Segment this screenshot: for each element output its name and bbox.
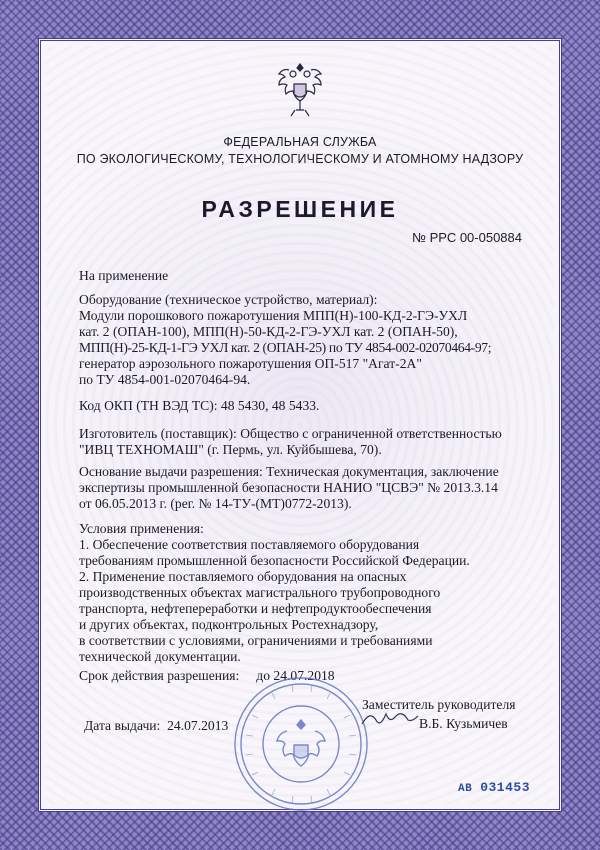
conditions-block xyxy=(79,521,539,665)
conditions-line: 2. Применение поставляемого оборудования на опасных xyxy=(79,569,407,584)
validity-text: Срок действия разрешения: до 24.07.2018 xyxy=(79,668,335,683)
agency-name-line1: ФЕДЕРАЛЬНАЯ СЛУЖБА xyxy=(223,135,377,149)
conditions-line: в соответствии с условиями, ограничениями и требованиями xyxy=(79,633,433,648)
equipment-line: МПП(Н)-25-КД-1-ГЭ УХЛ кат. 2 (ОПАН-25) по ТУ 4854-002-02070464-97; xyxy=(79,340,492,355)
conditions-line: Условия применения: xyxy=(79,521,204,536)
issue-date: Дата выдачи: 24.07.2013 xyxy=(84,718,229,733)
equipment-line: Оборудование (техническое устройство, материал): xyxy=(79,292,378,307)
manufacturer-block xyxy=(79,426,539,458)
basis-line: Основание выдачи разрешения: Техническая документация, заключение xyxy=(79,464,499,479)
equipment-line: по ТУ 4854-001-02070464-94. xyxy=(79,372,251,387)
conditions-line: производственных объектах магистрального трубопроводного xyxy=(79,585,441,600)
basis-line: экспертизы промышленной безопасности НАНИО "ЦСВЭ" № 2013.3.14 xyxy=(79,480,498,495)
okp-code-block xyxy=(79,398,539,414)
conditions-line: 1. Обеспечение соответствия поставляемого оборудования xyxy=(79,537,420,552)
purpose-line xyxy=(79,268,539,284)
equipment-line: генератор аэрозольного пожаротушения ОП-517 "Агат-2А" xyxy=(79,356,422,371)
equipment-line: кат. 2 (ОПАН-100), МПП(Н)-50-КД-2-ГЭ-УХЛ кат. 2 (ОПАН-50), xyxy=(79,324,458,339)
conditions-line: транспорта, нефтепереработки и нефтепродуктообеспечения xyxy=(79,601,432,616)
official-stamp-icon xyxy=(232,675,370,813)
signatory-name: В.Б. Кузьмичев xyxy=(419,716,508,731)
coat-of-arms-icon xyxy=(273,58,327,120)
conditions-line: технической документации. xyxy=(79,649,241,664)
blank-serial xyxy=(458,780,530,795)
manufacturer-line: "ИВЦ ТЕХНОМАШ" (г. Пермь, ул. Куйбышева, 70). xyxy=(79,442,382,457)
basis-line: от 06.05.2013 г. (рег. № 14-ТУ-(МТ)0772-2013). xyxy=(79,496,352,511)
manufacturer-line: Изготовитель (поставщик): Общество с ограниченной ответственностью xyxy=(79,426,502,441)
equipment-block xyxy=(79,292,539,388)
purpose-text: На применение xyxy=(79,268,169,283)
conditions-line: и других объектах, подконтрольных Ростехнадзору, xyxy=(79,617,379,632)
okp-code: Код ОКП (ТН ВЭД ТС): 48 5430, 48 5433. xyxy=(79,398,320,413)
signatory-title: Заместитель руководителя xyxy=(362,697,516,712)
serial-number: 031453 xyxy=(480,780,531,795)
basis-block xyxy=(79,464,539,512)
permit-number: № РРС 00-050884 xyxy=(412,230,522,245)
equipment-line: Модули порошкового пожаротушения МПП(Н)-100-КД-2-ГЭ-УХЛ xyxy=(79,308,468,323)
document-title: РАЗРЕШЕНИЕ xyxy=(201,196,399,222)
serial-series: АВ xyxy=(458,783,473,795)
conditions-line: требованиям промышленной безопасности Российской Федерации. xyxy=(79,553,470,568)
agency-name-line2: ПО ЭКОЛОГИЧЕСКОМУ, ТЕХНОЛОГИЧЕСКОМУ И АТОМНОМУ НАДЗОРУ xyxy=(76,152,524,166)
